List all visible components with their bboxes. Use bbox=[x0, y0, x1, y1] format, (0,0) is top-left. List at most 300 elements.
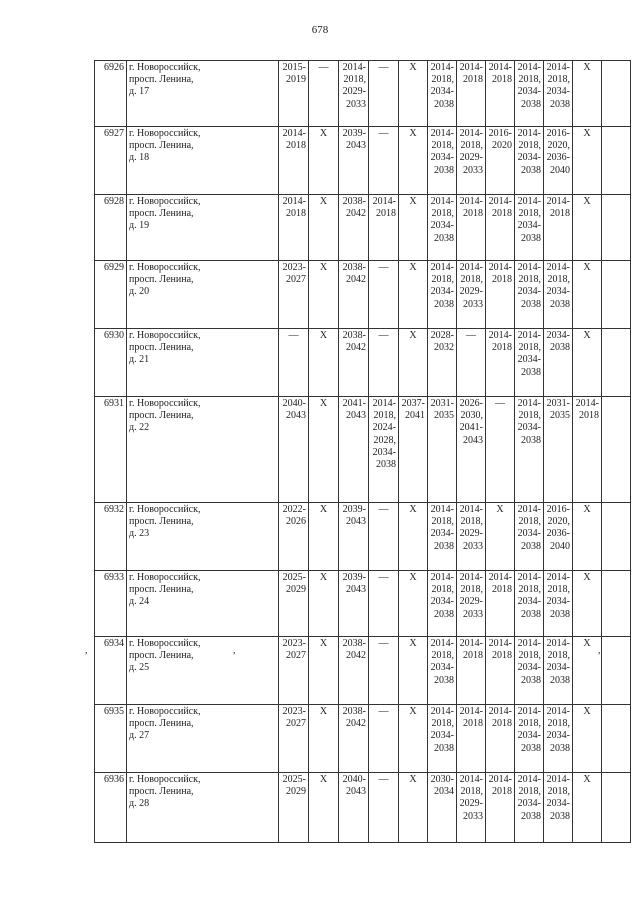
row-cell bbox=[309, 329, 339, 397]
row-cell bbox=[573, 329, 602, 397]
row-cell bbox=[544, 397, 573, 503]
cell-line: 2034- bbox=[546, 730, 570, 742]
cell-line: 2023- bbox=[282, 638, 306, 649]
row-address bbox=[127, 195, 279, 261]
cell-line: 2016- bbox=[546, 504, 570, 515]
cell-line: 2018, bbox=[460, 584, 483, 596]
row-cell bbox=[544, 61, 573, 127]
cell-line: 2038 bbox=[550, 298, 570, 310]
cell-line: 2018, bbox=[431, 650, 454, 662]
cell-line: 2018, bbox=[547, 274, 570, 286]
row-cell bbox=[486, 261, 515, 329]
cell-line: Х bbox=[319, 330, 328, 341]
cell-line: 2018, bbox=[518, 274, 541, 286]
cell-line: 2039- bbox=[342, 572, 366, 583]
row-cell bbox=[457, 503, 486, 571]
row-cell bbox=[428, 705, 457, 773]
row-number: 6933 bbox=[95, 571, 127, 637]
cell-line: Х bbox=[583, 638, 591, 649]
row-cell bbox=[573, 773, 602, 843]
cell-line: 2018, bbox=[518, 74, 541, 86]
cell-line: 2034- bbox=[546, 596, 570, 608]
cell-line: Х bbox=[583, 262, 591, 273]
row-cell bbox=[309, 127, 339, 195]
cell-line: 2041- bbox=[459, 422, 483, 434]
cell-line: 2014- bbox=[488, 62, 512, 73]
cell-line: 2029- bbox=[459, 798, 483, 810]
margin-mark-inner: , bbox=[233, 645, 236, 656]
address-line: д. 25 bbox=[129, 662, 150, 674]
row-cell bbox=[428, 397, 457, 503]
table-row bbox=[95, 773, 631, 843]
row-cell bbox=[457, 61, 486, 127]
address-line: просп. Ленина, bbox=[129, 410, 194, 422]
row-cell bbox=[279, 261, 309, 329]
row-cell bbox=[544, 195, 573, 261]
row-cell bbox=[309, 637, 339, 705]
cell-line: 2034- bbox=[430, 662, 454, 674]
cell-line: Х bbox=[409, 572, 417, 583]
cell-line: Х bbox=[583, 330, 591, 341]
cell-line: 2038 bbox=[434, 742, 454, 754]
cell-line: 2014- bbox=[488, 330, 512, 341]
row-cell bbox=[339, 61, 369, 127]
cell-line: Х bbox=[319, 774, 328, 785]
cell-line: 2014- bbox=[517, 706, 541, 717]
cell-line: 2018, bbox=[547, 584, 570, 596]
cell-line: 2018 bbox=[463, 650, 483, 662]
cell-line: 2034- bbox=[430, 528, 454, 540]
cell-line: 2018 bbox=[492, 786, 512, 798]
cell-line: 2014- bbox=[546, 774, 570, 785]
row-cell bbox=[602, 261, 631, 329]
row-cell bbox=[369, 61, 399, 127]
row-cell bbox=[339, 773, 369, 843]
cell-line: 2033 bbox=[463, 164, 483, 176]
row-cell bbox=[428, 329, 457, 397]
cell-line: 2018 bbox=[492, 74, 512, 86]
row-cell bbox=[399, 571, 428, 637]
cell-line: 2038 bbox=[434, 164, 454, 176]
cell-line: 2018, bbox=[547, 718, 570, 730]
row-cell bbox=[428, 637, 457, 705]
cell-line: 2038- bbox=[342, 706, 366, 717]
cell-line: 2014- bbox=[459, 262, 483, 273]
cell-line: 2014- bbox=[459, 62, 483, 73]
row-cell bbox=[457, 261, 486, 329]
row-cell bbox=[486, 397, 515, 503]
row-cell bbox=[369, 261, 399, 329]
cell-line: 2018 bbox=[550, 208, 570, 220]
cell-line: 2033 bbox=[463, 540, 483, 552]
row-number: 6928 bbox=[95, 195, 127, 261]
cell-line: 2014- bbox=[488, 196, 512, 207]
cell-line: 2014- bbox=[459, 638, 483, 649]
cell-line: 2018, bbox=[547, 650, 570, 662]
cell-line: 2027 bbox=[286, 650, 306, 662]
row-address bbox=[127, 329, 279, 397]
row-cell bbox=[399, 261, 428, 329]
cell-line: 2018, bbox=[431, 208, 454, 220]
cell-line: Х bbox=[583, 504, 591, 515]
row-cell bbox=[279, 61, 309, 127]
row-number: 6936 bbox=[95, 773, 127, 843]
table-row bbox=[95, 195, 631, 261]
cell-line: 2018, bbox=[460, 274, 483, 286]
cell-line: 2040 bbox=[550, 540, 570, 552]
cell-line: — bbox=[288, 330, 299, 341]
cell-line: Х bbox=[319, 572, 328, 583]
row-address bbox=[127, 705, 279, 773]
address-line: д. 27 bbox=[129, 730, 150, 742]
address-line: просп. Ленина, bbox=[129, 140, 194, 152]
row-cell bbox=[339, 571, 369, 637]
cell-line: 2034- bbox=[430, 220, 454, 232]
row-cell bbox=[602, 773, 631, 843]
cell-line: 2023- bbox=[282, 706, 306, 717]
cell-line: 2031- bbox=[430, 398, 454, 409]
cell-line: 2014- bbox=[459, 196, 483, 207]
address-line: просп. Ленина, bbox=[129, 516, 194, 528]
cell-line: 2018 bbox=[492, 584, 512, 596]
cell-line: 2018, bbox=[343, 74, 366, 86]
cell-line: 2018 bbox=[492, 208, 512, 220]
cell-line: 2018, bbox=[431, 584, 454, 596]
row-cell bbox=[515, 571, 544, 637]
address-line: г. Новороссийск, bbox=[129, 572, 201, 583]
row-cell bbox=[309, 503, 339, 571]
cell-line: 2029- bbox=[459, 528, 483, 540]
row-cell bbox=[486, 61, 515, 127]
row-cell bbox=[573, 195, 602, 261]
row-cell bbox=[428, 571, 457, 637]
cell-line: — bbox=[466, 330, 476, 341]
row-cell bbox=[399, 329, 428, 397]
cell-line: 2018, bbox=[431, 140, 454, 152]
cell-line: 2036- bbox=[546, 528, 570, 540]
cell-line: 2042 bbox=[346, 208, 366, 220]
row-cell bbox=[602, 571, 631, 637]
cell-line: 2043 bbox=[346, 516, 366, 528]
address-line: д. 18 bbox=[129, 152, 150, 164]
schedule-table bbox=[94, 60, 631, 843]
cell-line: Х bbox=[319, 638, 328, 649]
row-cell bbox=[515, 127, 544, 195]
row-address bbox=[127, 127, 279, 195]
cell-line: Х bbox=[319, 504, 328, 515]
row-cell bbox=[573, 503, 602, 571]
cell-line: 2014- bbox=[342, 62, 366, 73]
cell-line: — bbox=[318, 62, 329, 73]
address-line: д. 23 bbox=[129, 528, 150, 540]
cell-line: 2038 bbox=[434, 232, 454, 244]
row-cell bbox=[515, 195, 544, 261]
cell-line: 2018 bbox=[286, 140, 306, 152]
cell-line: 2014- bbox=[575, 398, 599, 409]
cell-line: 2040- bbox=[342, 774, 366, 785]
table-row bbox=[95, 571, 631, 637]
row-cell bbox=[369, 195, 399, 261]
row-cell bbox=[602, 705, 631, 773]
cell-line: 2018, bbox=[518, 584, 541, 596]
row-cell bbox=[573, 571, 602, 637]
cell-line: 2018, bbox=[518, 342, 541, 354]
cell-line: 2018, bbox=[547, 74, 570, 86]
row-cell bbox=[486, 571, 515, 637]
address-line: г. Новороссийск, bbox=[129, 330, 201, 341]
cell-line: 2038- bbox=[342, 196, 366, 207]
cell-line: 2034- bbox=[517, 354, 541, 366]
row-address bbox=[127, 61, 279, 127]
address-line: просп. Ленина, bbox=[129, 208, 194, 220]
cell-line: 2038 bbox=[521, 540, 541, 552]
cell-line: 2018 bbox=[579, 410, 599, 422]
cell-line: 2038- bbox=[342, 330, 366, 341]
row-cell bbox=[486, 127, 515, 195]
cell-line: 2014- bbox=[517, 572, 541, 583]
cell-line: Х bbox=[496, 504, 504, 515]
cell-line: 2034- bbox=[546, 662, 570, 674]
cell-line: Х bbox=[319, 262, 328, 273]
row-cell bbox=[515, 773, 544, 843]
row-cell bbox=[544, 329, 573, 397]
row-cell bbox=[544, 637, 573, 705]
row-cell bbox=[457, 329, 486, 397]
cell-line: 2014- bbox=[372, 398, 396, 409]
cell-line: 2018, bbox=[518, 140, 541, 152]
cell-line: 2020, bbox=[547, 516, 570, 528]
cell-line: 2014- bbox=[546, 572, 570, 583]
cell-line: Х bbox=[583, 774, 591, 785]
cell-line: 2014- bbox=[430, 638, 454, 649]
cell-line: 2014- bbox=[459, 774, 483, 785]
cell-line: — bbox=[378, 262, 389, 273]
cell-line: 2014- bbox=[430, 706, 454, 717]
table-row bbox=[95, 637, 631, 705]
cell-line: 2026 bbox=[286, 516, 306, 528]
cell-line: 2014- bbox=[430, 128, 454, 139]
cell-line: 2018 bbox=[286, 208, 306, 220]
cell-line: 2014- bbox=[517, 62, 541, 73]
cell-line: 2027 bbox=[286, 274, 306, 286]
cell-line: Х bbox=[583, 62, 591, 73]
cell-line: 2034- bbox=[517, 286, 541, 298]
cell-line: 2014- bbox=[282, 196, 306, 207]
row-cell bbox=[399, 637, 428, 705]
cell-line: 2034- bbox=[517, 422, 541, 434]
cell-line: 2032 bbox=[434, 342, 454, 354]
cell-line: 2043 bbox=[463, 434, 483, 446]
address-line: просп. Ленина, bbox=[129, 718, 194, 730]
address-line: просп. Ленина, bbox=[129, 74, 194, 86]
cell-line: 2027 bbox=[286, 718, 306, 730]
cell-line: 2014- bbox=[459, 706, 483, 717]
cell-line: 2018, bbox=[518, 786, 541, 798]
cell-line: 2018, bbox=[460, 786, 483, 798]
cell-line: 2038 bbox=[550, 342, 570, 354]
row-cell bbox=[515, 61, 544, 127]
cell-line: 2034- bbox=[517, 798, 541, 810]
table-row bbox=[95, 397, 631, 503]
cell-line: 2014- bbox=[546, 706, 570, 717]
cell-line: 2014- bbox=[546, 638, 570, 649]
cell-line: 2043 bbox=[346, 786, 366, 798]
row-cell bbox=[544, 261, 573, 329]
row-cell bbox=[369, 637, 399, 705]
row-cell bbox=[369, 503, 399, 571]
cell-line: 2038 bbox=[521, 366, 541, 378]
cell-line: 2034- bbox=[517, 730, 541, 742]
row-cell bbox=[515, 705, 544, 773]
cell-line: Х bbox=[319, 128, 328, 139]
cell-line: 2034- bbox=[517, 596, 541, 608]
row-cell bbox=[428, 503, 457, 571]
cell-line: 2014- bbox=[282, 128, 306, 139]
row-cell bbox=[369, 397, 399, 503]
cell-line: Х bbox=[409, 330, 417, 341]
row-cell bbox=[602, 195, 631, 261]
cell-line: 2040 bbox=[550, 164, 570, 176]
row-cell bbox=[279, 329, 309, 397]
cell-line: 2018 bbox=[492, 274, 512, 286]
address-line: д. 17 bbox=[129, 86, 150, 98]
cell-line: 2038 bbox=[376, 459, 396, 471]
cell-line: 2034- bbox=[372, 446, 396, 458]
cell-line: 2043 bbox=[346, 140, 366, 152]
address-line: г. Новороссийск, bbox=[129, 262, 201, 273]
row-cell bbox=[544, 127, 573, 195]
cell-line: 2033 bbox=[346, 98, 366, 110]
row-cell bbox=[428, 261, 457, 329]
row-cell bbox=[369, 127, 399, 195]
row-cell bbox=[486, 503, 515, 571]
cell-line: Х bbox=[409, 504, 417, 515]
cell-line: 2022- bbox=[282, 504, 306, 515]
cell-line: 2043 bbox=[346, 584, 366, 596]
row-number: 6927 bbox=[95, 127, 127, 195]
row-cell bbox=[309, 773, 339, 843]
cell-line: — bbox=[378, 638, 389, 649]
table-row bbox=[95, 329, 631, 397]
cell-line: 2042 bbox=[346, 342, 366, 354]
cell-line: 2034- bbox=[430, 596, 454, 608]
row-cell bbox=[339, 637, 369, 705]
row-cell bbox=[457, 571, 486, 637]
cell-line: — bbox=[378, 128, 389, 139]
cell-line: 2020, bbox=[547, 140, 570, 152]
cell-line: 2014- bbox=[517, 398, 541, 409]
cell-line: 2018, bbox=[518, 516, 541, 528]
cell-line: 2036- bbox=[546, 152, 570, 164]
row-cell bbox=[399, 397, 428, 503]
cell-line: 2014- bbox=[488, 638, 512, 649]
cell-line: 2034- bbox=[430, 152, 454, 164]
row-cell bbox=[457, 195, 486, 261]
row-cell bbox=[602, 637, 631, 705]
row-cell bbox=[279, 397, 309, 503]
row-cell bbox=[457, 705, 486, 773]
address-line: д. 22 bbox=[129, 422, 150, 434]
cell-line: 2018 bbox=[376, 208, 396, 220]
table-row bbox=[95, 503, 631, 571]
cell-line: 2018, bbox=[431, 516, 454, 528]
row-address bbox=[127, 773, 279, 843]
cell-line: 2018 bbox=[463, 718, 483, 730]
cell-line: 2018, bbox=[431, 274, 454, 286]
address-line: г. Новороссийск, bbox=[129, 774, 201, 785]
cell-line: 2029- bbox=[342, 86, 366, 98]
row-number: 6931 bbox=[95, 397, 127, 503]
row-cell bbox=[573, 397, 602, 503]
cell-line: 2042 bbox=[346, 650, 366, 662]
row-cell bbox=[602, 127, 631, 195]
cell-line: 2042 bbox=[346, 718, 366, 730]
cell-line: Х bbox=[319, 196, 328, 207]
cell-line: 2024- bbox=[372, 422, 396, 434]
cell-line: 2014- bbox=[488, 706, 512, 717]
row-cell bbox=[457, 397, 486, 503]
row-address bbox=[127, 503, 279, 571]
cell-line: Х bbox=[583, 572, 591, 583]
cell-line: Х bbox=[409, 638, 417, 649]
cell-line: 2029- bbox=[459, 152, 483, 164]
row-cell bbox=[279, 773, 309, 843]
row-cell bbox=[279, 705, 309, 773]
row-cell bbox=[457, 127, 486, 195]
row-cell bbox=[339, 127, 369, 195]
row-cell bbox=[428, 773, 457, 843]
row-number: 6930 bbox=[95, 329, 127, 397]
cell-line: 2038 bbox=[550, 98, 570, 110]
cell-line: 2014- bbox=[546, 62, 570, 73]
cell-line: 2018, bbox=[547, 786, 570, 798]
cell-line: 2014- bbox=[430, 504, 454, 515]
cell-line: 2014- bbox=[430, 572, 454, 583]
cell-line: 2034- bbox=[430, 86, 454, 98]
cell-line: 2014- bbox=[517, 196, 541, 207]
cell-line: 2043 bbox=[346, 410, 366, 422]
cell-line: 2038 bbox=[521, 298, 541, 310]
table-row bbox=[95, 127, 631, 195]
row-number: 6932 bbox=[95, 503, 127, 571]
margin-mark-right: , bbox=[598, 645, 601, 656]
address-line: г. Новороссийск, bbox=[129, 398, 201, 409]
row-cell bbox=[544, 705, 573, 773]
cell-line: — bbox=[378, 774, 389, 785]
row-cell bbox=[515, 637, 544, 705]
cell-line: 2014- bbox=[488, 572, 512, 583]
address-line: д. 28 bbox=[129, 798, 150, 810]
row-cell bbox=[544, 503, 573, 571]
row-cell bbox=[279, 195, 309, 261]
cell-line: 2034- bbox=[546, 86, 570, 98]
cell-line: — bbox=[495, 398, 505, 409]
cell-line: 2038 bbox=[521, 98, 541, 110]
cell-line: 2034- bbox=[517, 152, 541, 164]
cell-line: 2014- bbox=[488, 774, 512, 785]
cell-line: 2038 bbox=[434, 608, 454, 620]
cell-line: 2028- bbox=[430, 330, 454, 341]
address-line: просп. Ленина, bbox=[129, 274, 194, 286]
cell-line: 2037- bbox=[401, 398, 425, 409]
row-cell bbox=[602, 329, 631, 397]
cell-line: 2018, bbox=[431, 74, 454, 86]
address-line: д. 24 bbox=[129, 596, 150, 608]
cell-line: 2014- bbox=[459, 128, 483, 139]
row-cell bbox=[369, 773, 399, 843]
address-line: просп. Ленина, bbox=[129, 584, 194, 596]
cell-line: 2038 bbox=[550, 674, 570, 686]
